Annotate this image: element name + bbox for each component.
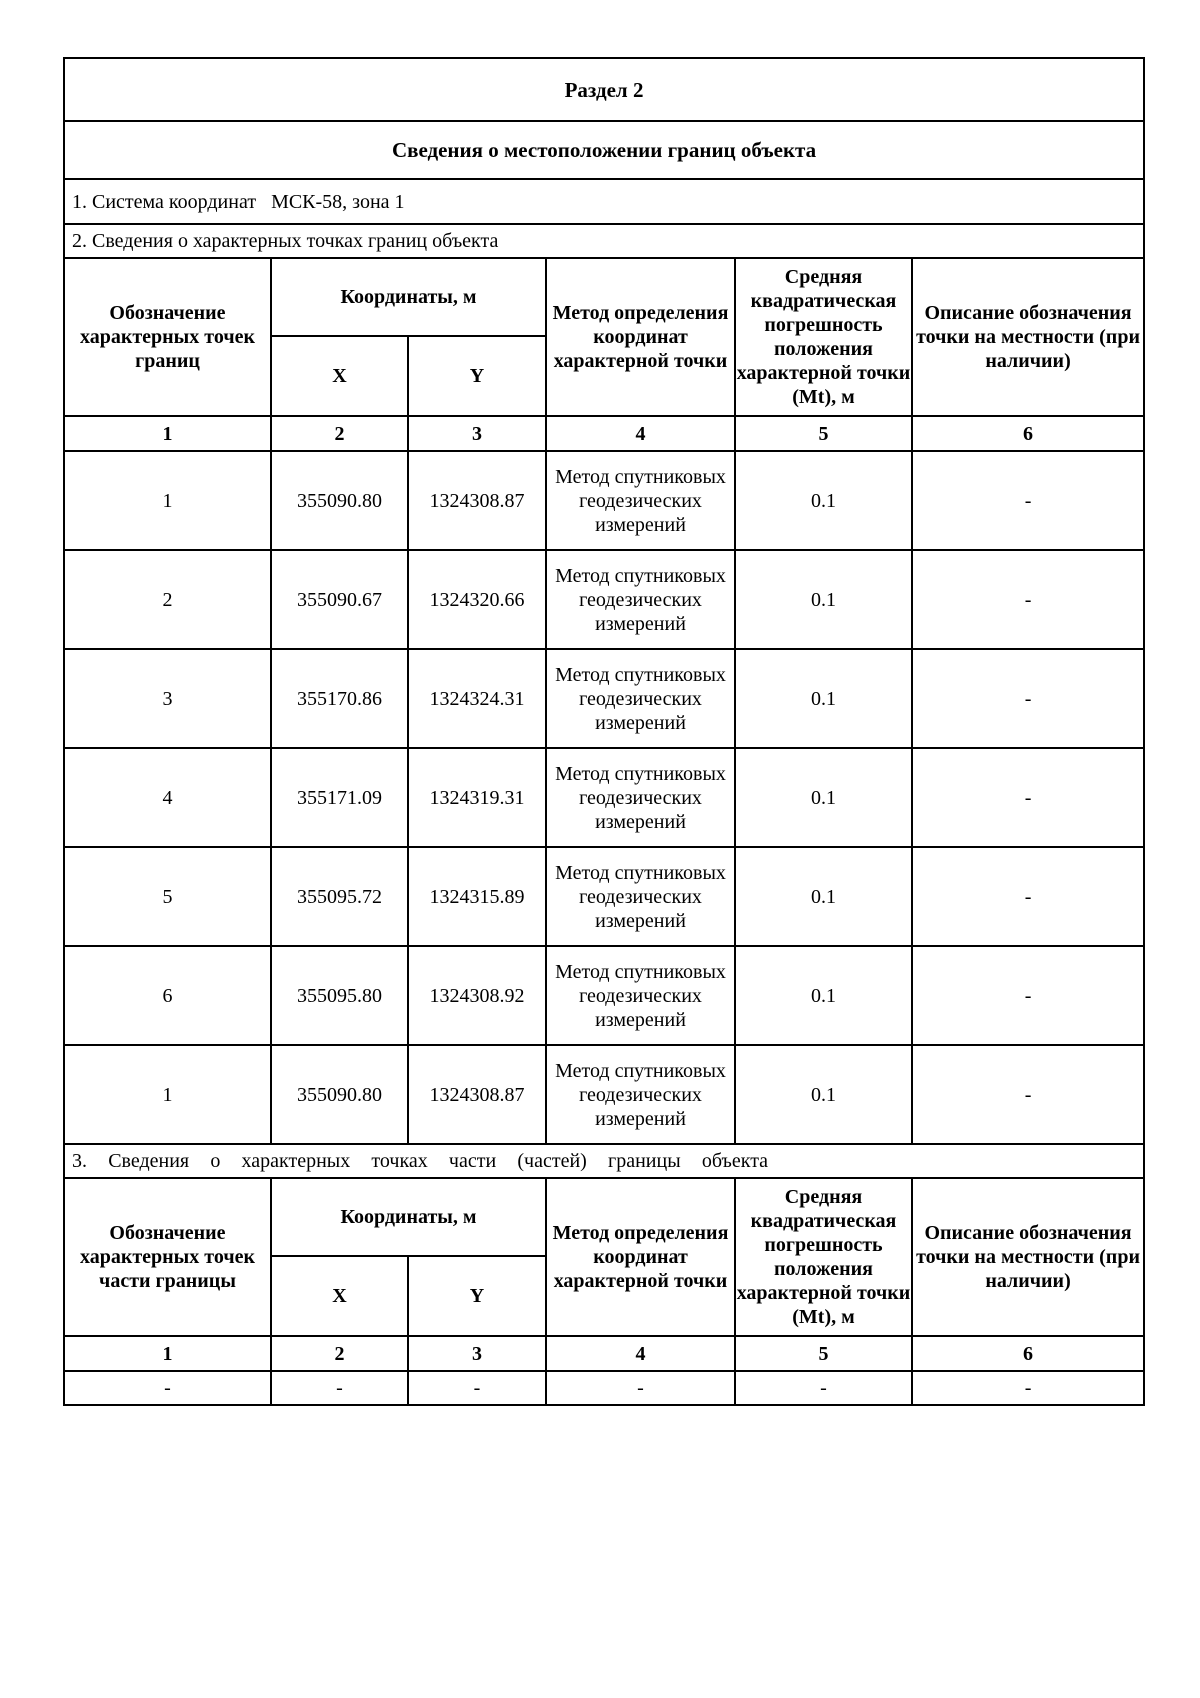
table-row — [64, 1371, 1144, 1405]
cell-x: 355171.09 — [271, 748, 408, 847]
cell-desc: - — [912, 451, 1144, 550]
table-row — [64, 748, 1144, 847]
cell-mt: 0.1 — [735, 1045, 912, 1144]
header-method: Метод определения координат характерной точки — [546, 1178, 735, 1336]
cell-method: Метод спутниковых геодезических измерений — [546, 847, 735, 946]
table-row — [64, 451, 1144, 550]
cell-method: Метод спутниковых геодезических измерений — [546, 451, 735, 550]
cell-x: 355095.80 — [271, 946, 408, 1045]
points-section-title: 2. Сведения о характерных точках границ объекта — [64, 224, 1144, 258]
cell-x: 355090.80 — [271, 451, 408, 550]
cell-x: 355090.80 — [271, 1045, 408, 1144]
document-page — [63, 57, 1143, 1406]
cell-desc: - — [912, 748, 1144, 847]
cell-point: 6 — [64, 946, 271, 1045]
cell-x: 355170.86 — [271, 649, 408, 748]
cell-desc: - — [912, 946, 1144, 1045]
cell-y: 1324308.87 — [408, 1045, 546, 1144]
cell-point: 4 — [64, 748, 271, 847]
header-y: Y — [408, 336, 546, 416]
header-coords: Координаты, м — [271, 1178, 546, 1256]
cell-desc: - — [912, 847, 1144, 946]
header-y: Y — [408, 1256, 546, 1336]
header-designation: Обозначение характерных точек части границы — [64, 1178, 271, 1336]
column-number: 5 — [735, 416, 912, 451]
coord-system-label: 1. Система координат — [72, 190, 257, 213]
table-row — [64, 946, 1144, 1045]
parts-section-title — [64, 1144, 1144, 1178]
column-number: 2 — [271, 1336, 408, 1371]
column-number: 2 — [271, 416, 408, 451]
header-x: X — [271, 336, 408, 416]
column-number: 4 — [546, 416, 735, 451]
column-number: 3 — [408, 1336, 546, 1371]
cell-mt: 0.1 — [735, 649, 912, 748]
header-method: Метод определения координат характерной точки — [546, 258, 735, 416]
cell-x: 355090.67 — [271, 550, 408, 649]
header-error: Средняя квадратическая погрешность положения характерной точки (Mt), м — [735, 1178, 912, 1336]
table-row — [64, 649, 1144, 748]
cell-desc: - — [912, 1371, 1144, 1405]
cell-point: 1 — [64, 451, 271, 550]
cell-mt: 0.1 — [735, 946, 912, 1045]
cell-x: 355095.72 — [271, 847, 408, 946]
column-number: 6 — [912, 1336, 1144, 1371]
column-number: 3 — [408, 416, 546, 451]
header-description: Описание обозначения точки на местности (при наличии) — [912, 258, 1144, 416]
header-x: X — [271, 1256, 408, 1336]
cell-y: 1324308.92 — [408, 946, 546, 1045]
column-number: 6 — [912, 416, 1144, 451]
header-coords: Координаты, м — [271, 258, 546, 336]
cell-method: Метод спутниковых геодезических измерений — [546, 946, 735, 1045]
section-subtitle: Сведения о местоположении границ объекта — [64, 121, 1144, 179]
column-number: 1 — [64, 1336, 271, 1371]
cell-desc: - — [912, 1045, 1144, 1144]
cell-method: - — [546, 1371, 735, 1405]
cell-mt: - — [735, 1371, 912, 1405]
cell-method: Метод спутниковых геодезических измерений — [546, 1045, 735, 1144]
cell-method: Метод спутниковых геодезических измерений — [546, 550, 735, 649]
cell-mt: 0.1 — [735, 847, 912, 946]
table-row — [64, 550, 1144, 649]
cell-point: 1 — [64, 1045, 271, 1144]
cell-y: 1324308.87 — [408, 451, 546, 550]
cell-mt: 0.1 — [735, 550, 912, 649]
cell-y: 1324319.31 — [408, 748, 546, 847]
cell-x: - — [271, 1371, 408, 1405]
cell-y: 1324315.89 — [408, 847, 546, 946]
cell-mt: 0.1 — [735, 451, 912, 550]
header-designation: Обозначение характерных точек границ — [64, 258, 271, 416]
cell-method: Метод спутниковых геодезических измерений — [546, 748, 735, 847]
table-row — [64, 847, 1144, 946]
cell-desc: - — [912, 550, 1144, 649]
column-number: 4 — [546, 1336, 735, 1371]
coord-system-row — [64, 179, 1144, 224]
cell-method: Метод спутниковых геодезических измерений — [546, 649, 735, 748]
header-error: Средняя квадратическая погрешность положения характерной точки (Mt), м — [735, 258, 912, 416]
cell-y: - — [408, 1371, 546, 1405]
column-numbers-row — [64, 1336, 1144, 1371]
coord-system-value: МСК-58, зона 1 — [271, 190, 405, 213]
cell-point: - — [64, 1371, 271, 1405]
column-numbers-row — [64, 416, 1144, 451]
cell-point: 5 — [64, 847, 271, 946]
table-row — [64, 1045, 1144, 1144]
cell-y: 1324320.66 — [408, 550, 546, 649]
cell-mt: 0.1 — [735, 748, 912, 847]
column-number: 1 — [64, 416, 271, 451]
boundary-table — [63, 57, 1145, 1406]
parts-section-title-text: 3. Сведения о характерных точках части (частей) границы объекта — [72, 1150, 769, 1172]
cell-point: 3 — [64, 649, 271, 748]
cell-desc: - — [912, 649, 1144, 748]
header-description: Описание обозначения точки на местности (при наличии) — [912, 1178, 1144, 1336]
cell-y: 1324324.31 — [408, 649, 546, 748]
section-title: Раздел 2 — [64, 58, 1144, 121]
column-number: 5 — [735, 1336, 912, 1371]
cell-point: 2 — [64, 550, 271, 649]
